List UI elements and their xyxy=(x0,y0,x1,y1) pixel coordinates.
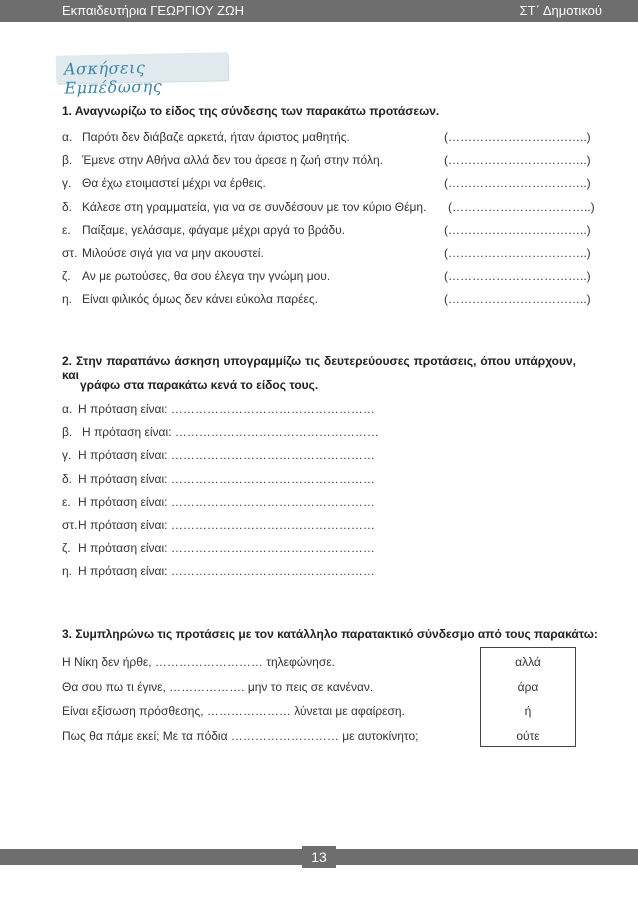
item-label: ζ. xyxy=(62,269,71,284)
exercise-1-title: 1. Αναγνωρίζω το είδος της σύνδεσης των παρακάτω προτάσεων. xyxy=(62,104,440,118)
answer-blank: (……………………………..) xyxy=(444,153,591,168)
exercise-1-item xyxy=(62,292,591,308)
school-name: Εκπαιδευτήρια ΓΕΩΡΓΙΟΥ ΖΩΗ xyxy=(62,3,245,18)
answer-blank: (……………………………..) xyxy=(444,269,591,284)
item-prompt: Η πρόταση είναι: …………………………………………… xyxy=(82,425,379,440)
item-label: δ. xyxy=(62,199,73,214)
item-sentence: Αν με ρωτούσες, θα σου έλεγα την γνώμη μου. xyxy=(82,269,331,284)
item-label: ζ. xyxy=(62,541,71,556)
word-bank-item: ή xyxy=(524,704,532,718)
item-label: στ. xyxy=(62,246,78,260)
item-label: στ. xyxy=(62,518,78,532)
item-label: β. xyxy=(62,153,73,168)
item-label: η. xyxy=(62,292,73,307)
page-number: 13 xyxy=(302,846,336,868)
item-sentence: Κάλεσε στη γραμματεία, για να σε συνδέσουν με τον κύριο Θέμη. xyxy=(82,199,427,214)
item-label: η. xyxy=(62,564,73,579)
exercise-2-title-line2: γράφω στα παρακάτω κενά το είδος τους. xyxy=(80,378,319,392)
word-bank-item: ούτε xyxy=(516,728,540,743)
section-tag xyxy=(56,52,229,98)
exercise-3-title: 3. Συμπληρώνω τις προτάσεις με τον κατάλληλο παρατακτικό σύνδεσμο από τους παρακάτω: xyxy=(62,627,598,641)
item-label: α. xyxy=(62,402,73,416)
item-sentence: Παρότι δεν διάβαζε αρκετά, ήταν άριστος μαθητής. xyxy=(82,130,350,144)
answer-blank: (……………………………..) xyxy=(444,292,591,307)
fill-in-sentence: Θα σου πω τι έγινε, ………………. μην το πεις σε κανέναν. xyxy=(62,679,374,694)
exercise-1-item xyxy=(62,199,595,216)
answer-blank: (……………………………..) xyxy=(444,222,591,237)
answer-blank: (……………………………..) xyxy=(444,246,591,260)
item-prompt: Η πρόταση είναι: …………………………………………… xyxy=(78,564,375,579)
item-sentence: Είναι φιλικός όμως δεν κάνει εύκολα παρέες. xyxy=(82,292,318,307)
exercise-1-item xyxy=(62,130,591,146)
word-bank-box xyxy=(480,647,576,747)
item-label: α. xyxy=(62,130,73,144)
exercise-1-item xyxy=(62,222,591,239)
item-sentence: Έμενε στην Αθήνα αλλά δεν του άρεσε η ζωή στην πόλη. xyxy=(82,153,383,168)
fill-in-sentence: Η Νίκη δεν ήρθε, ……………………… τηλεφώνησε. xyxy=(62,655,335,669)
item-prompt: Η πρόταση είναι: …………………………………………… xyxy=(78,448,375,463)
item-sentence: Παίξαμε, γελάσαμε, φάγαμε μέχρι αργά το βράδυ. xyxy=(82,222,346,237)
item-prompt: Η πρόταση είναι: …………………………………………… xyxy=(78,402,375,416)
item-label: γ. xyxy=(62,448,72,463)
item-prompt: Η πρόταση είναι: …………………………………………… xyxy=(78,471,375,486)
item-prompt: Η πρόταση είναι: …………………………………………… xyxy=(78,541,375,556)
word-bank-item: αλλά xyxy=(515,655,541,669)
item-label: ε. xyxy=(62,222,71,237)
fill-in-sentence: Είναι εξίσωση πρόσθεσης, ………………… λύνεται με αφαίρεση. xyxy=(62,704,405,718)
item-label: ε. xyxy=(62,494,71,509)
exercise-1-item xyxy=(62,246,591,262)
answer-blank: (……………………………..) xyxy=(444,176,591,191)
answer-blank: (……………………………..) xyxy=(444,130,591,144)
item-label: δ. xyxy=(62,471,73,486)
item-prompt: Η πρόταση είναι: …………………………………………… xyxy=(78,494,375,509)
item-label: γ. xyxy=(62,176,72,191)
item-label: β. xyxy=(62,425,73,440)
fill-in-sentence: Πως θα πάμε εκεί; Με τα πόδια ……………………… με αυτοκίνητο; xyxy=(62,728,419,743)
grade-label: ΣΤ΄ Δημοτικού xyxy=(519,3,602,18)
item-sentence: Θα έχω ετοιμαστεί μέχρι να έρθεις. xyxy=(82,176,266,191)
exercise-1-item xyxy=(62,176,591,192)
item-prompt: Η πρόταση είναι: …………………………………………… xyxy=(78,518,375,532)
exercise-1-item xyxy=(62,269,591,285)
section-tag-label: Ασκήσεις Εμπέδωσης xyxy=(63,57,163,98)
word-bank-item: άρα xyxy=(517,679,539,694)
answer-blank: (……………………………..) xyxy=(448,199,595,214)
header-bar xyxy=(0,0,638,22)
exercise-2-title-line1: 2. Στην παραπάνω άσκηση υπογραμμίζω τις δευτερεύουσες προτάσεις, όπου υπάρχουν, και xyxy=(62,354,576,382)
exercise-1-item xyxy=(62,153,591,169)
item-sentence: Μιλούσε σιγά για να μην ακουστεί. xyxy=(82,246,264,260)
